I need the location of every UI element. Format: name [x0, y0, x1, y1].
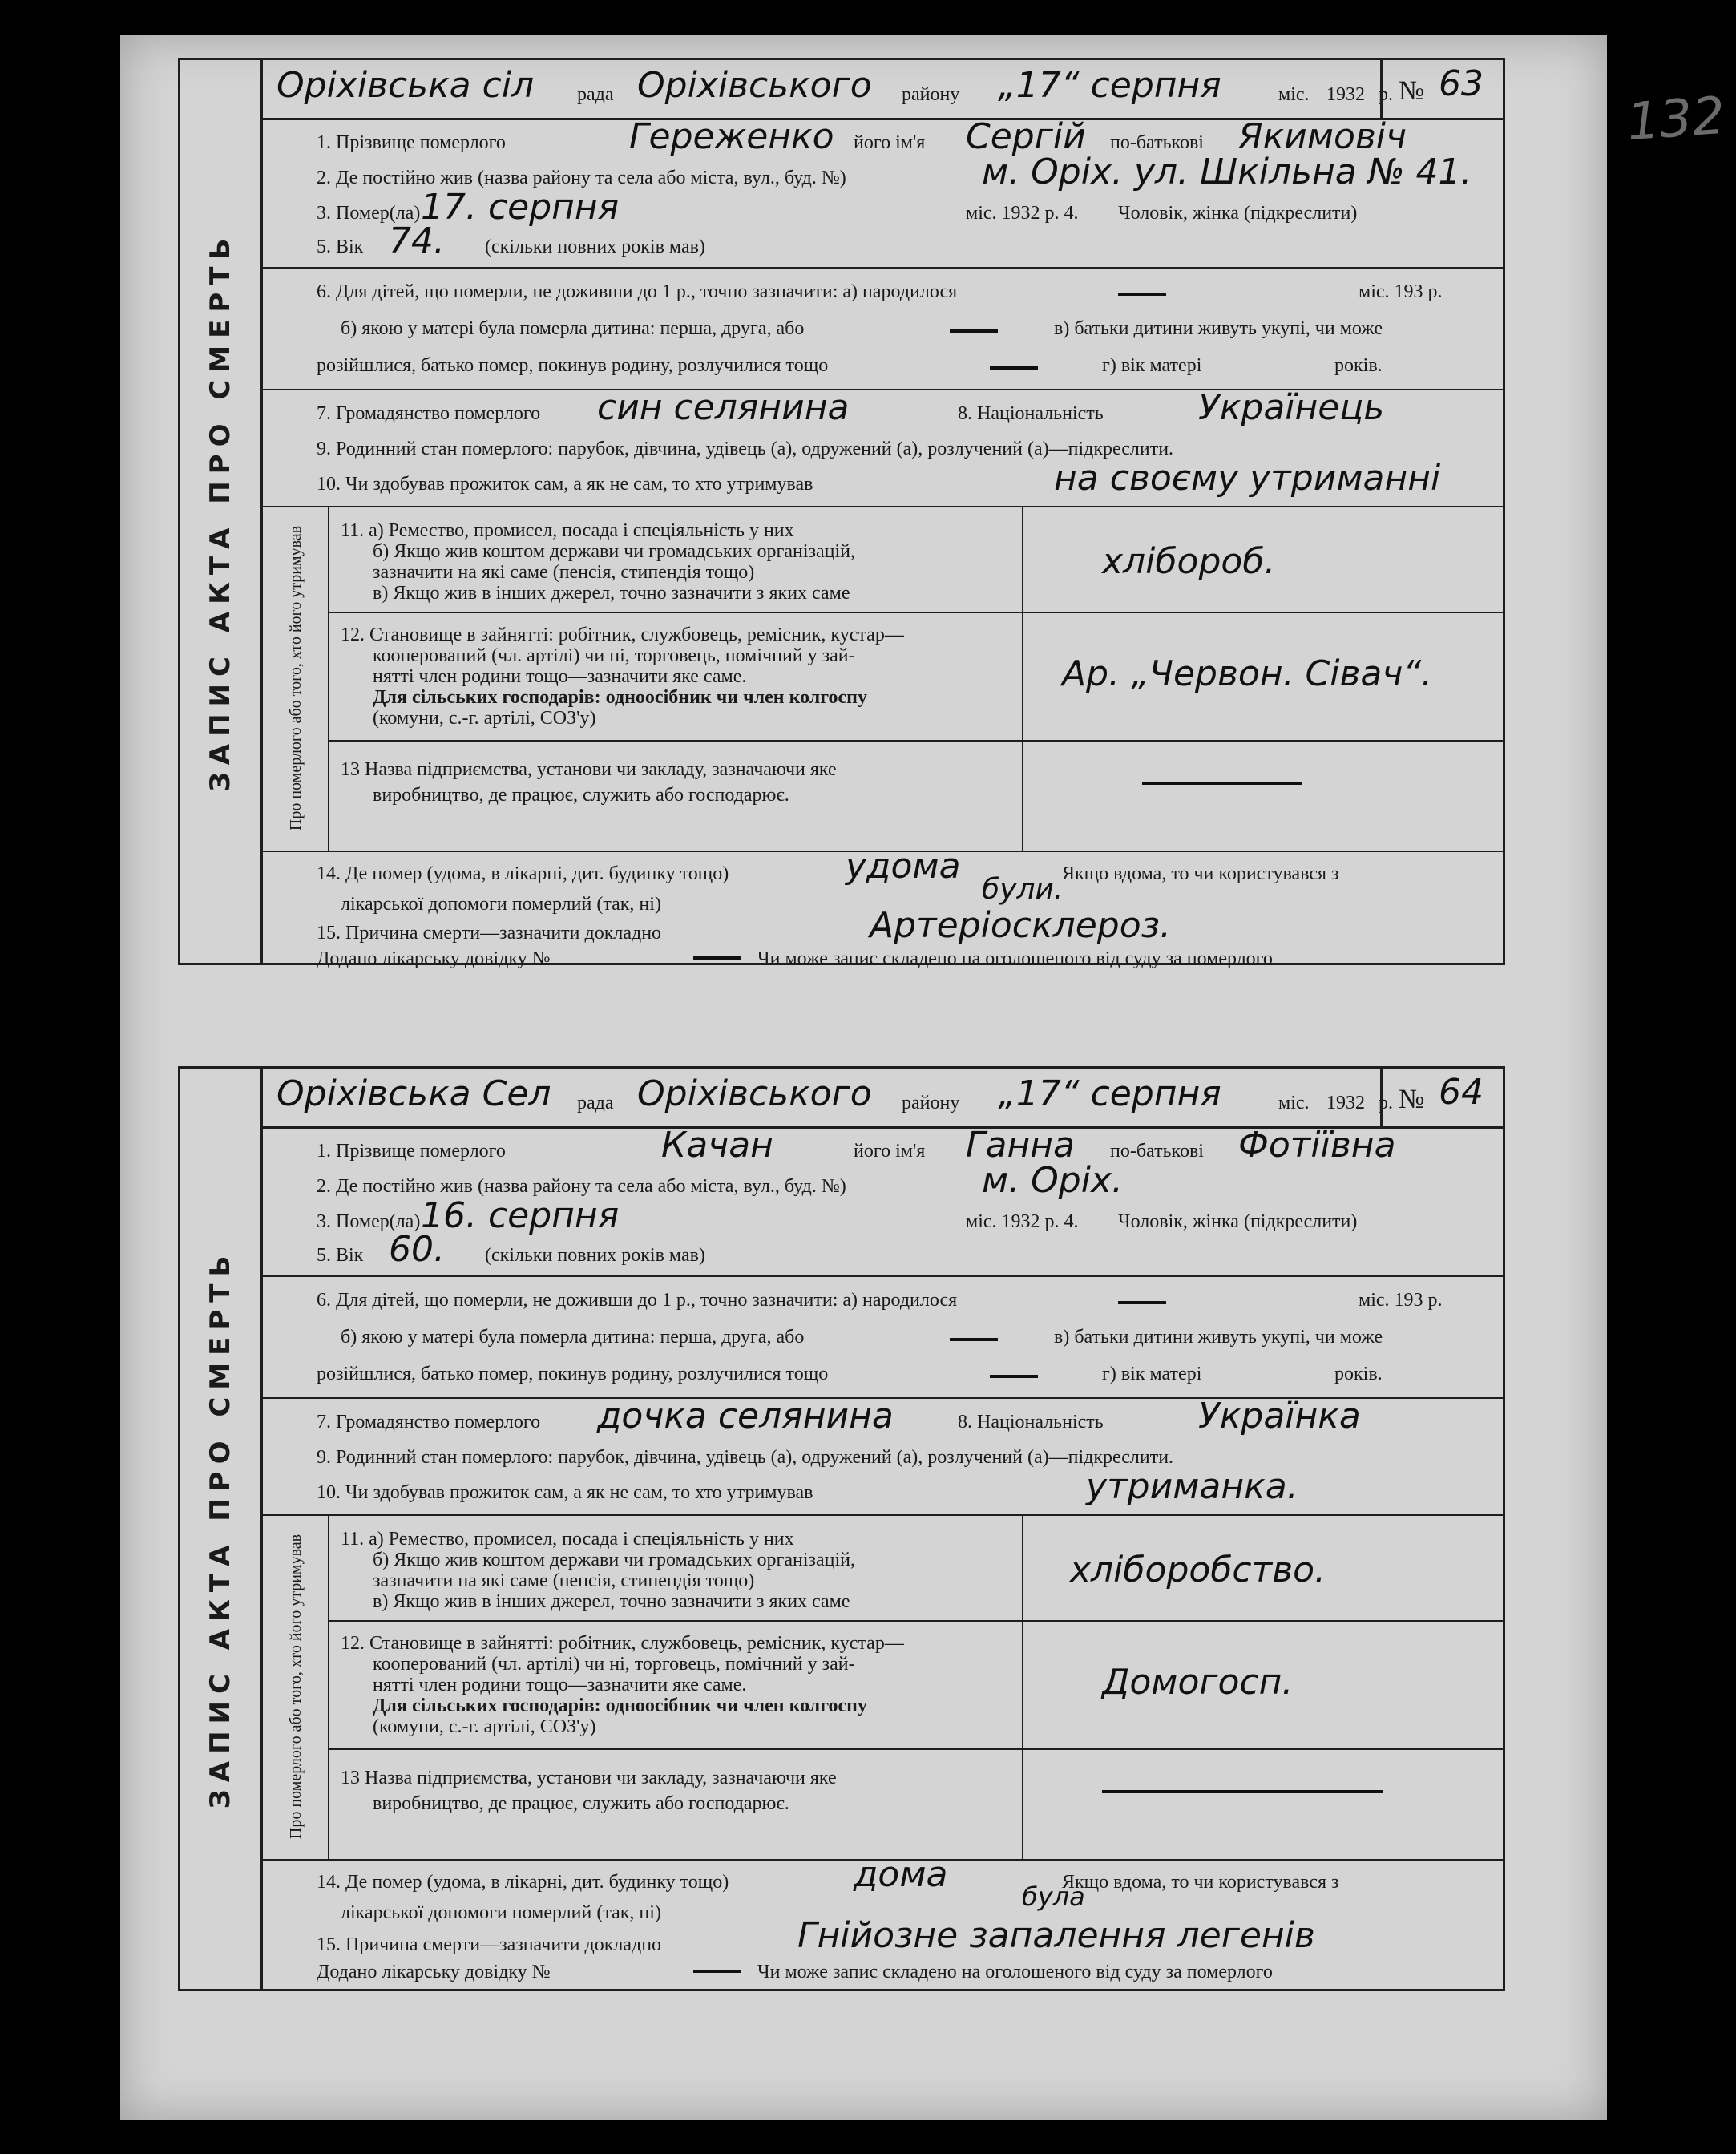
district-label: району — [902, 1093, 960, 1113]
archive-number: 132 — [1625, 86, 1727, 153]
death-place-value: дома — [854, 1854, 948, 1895]
field-6a-label: 6. Для дітей, що померли, не доживши до 1 р., точно зазначити: а) народилося — [317, 281, 958, 302]
age-value: 74. — [389, 220, 445, 261]
supported-value: утриманка. — [1086, 1466, 1298, 1507]
field-12-line4: Для сільських господарів: одноосібник чи член колгоспу — [373, 1695, 868, 1716]
field-15-label: 15. Причина смерти—зазначити докладно — [317, 923, 662, 944]
age-value: 60. — [389, 1229, 445, 1270]
field-5-label: 5. Вік — [317, 1245, 364, 1266]
sub-label: Про померлого або того, хто його утримував — [264, 1514, 329, 1859]
council-handwritten: Оріхівська сіл — [277, 65, 535, 106]
field-13-line2: виробництво, де працює, служить або господарює. — [373, 1793, 789, 1814]
surname-value: Гереженко — [629, 116, 834, 157]
month-label: міс. — [1278, 1093, 1310, 1113]
field-15-label: 15. Причина смерти—зазначити докладно — [317, 1934, 662, 1955]
citizenship-value: син селянина — [597, 387, 850, 428]
field-11-line2: б) Якщо жив коштом держави чи громадських організацій, — [373, 541, 855, 562]
field-12-line1: 12. Становище в зайнятті: робітник, службовець, ремісник, кустар— — [341, 624, 904, 645]
nationality-value: Українець — [1198, 387, 1385, 428]
medical-help-value: була — [1022, 1881, 1085, 1912]
status-value: Ар. „Червон. Сівач“. — [1062, 653, 1433, 694]
number-sign: № — [1399, 76, 1425, 106]
supported-value: на своєму утриманні — [1054, 458, 1441, 499]
surname-value: Качан — [661, 1125, 773, 1166]
field-6b-label: б) якою у матері була померла дитина: перша, друга, або — [341, 1327, 805, 1348]
field-6c-end: років. — [1334, 355, 1383, 376]
field-12-line5: (комуни, с.-г. артілі, СОЗ'у) — [373, 708, 596, 729]
district-label: району — [902, 84, 960, 105]
address-value: м. Оріх. ул. Шкільна № 41. — [982, 152, 1472, 192]
field-13-line2: виробництво, де працює, служить або господарює. — [373, 785, 789, 806]
year-suffix: р. — [1379, 1093, 1393, 1113]
field-14-end: Якщо вдома, то чи користувався з — [1062, 863, 1339, 884]
patronymic-value: Якимовіч — [1238, 116, 1407, 157]
field-7-label: 7. Громадянство померлого — [317, 403, 541, 424]
council-label: рада — [577, 84, 614, 105]
date-handwritten: „17“ серпня — [998, 1073, 1221, 1114]
field-12-line2: кооперований (чл. артілі) чи ні, торговець, помічний у зай- — [373, 645, 855, 666]
field-5-label: 5. Вік — [317, 236, 364, 257]
field-1-label: 1. Прізвище померлого — [317, 1141, 506, 1162]
year-label: 1932 — [1326, 1093, 1365, 1113]
patronymic-label: по-батькові — [1110, 1141, 1204, 1162]
age-note: (скільки повних років мав) — [485, 236, 705, 257]
field-11-line4: в) Якщо жив в інших джерел, точно зазначити з яких саме — [373, 1591, 850, 1612]
month-year-label: міс. 1932 р. 4. — [966, 1211, 1079, 1232]
field-11-line1: 11. а) Ремество, промисел, посада і спеціяльність у них — [341, 1529, 794, 1550]
field-14b-label: лікарської допомоги померлий (так, ні) — [341, 1902, 661, 1923]
field-10-label: 10. Чи здобував прожиток сам, а як не сам, то хто утримував — [317, 1482, 813, 1503]
district-handwritten: Оріхівського — [637, 65, 872, 106]
death-record-2 — [178, 1066, 1505, 1991]
field-14-label: 14. Де помер (удома, в лікарні, дит. будинку тощо) — [317, 863, 729, 884]
record-number: 64 — [1439, 1072, 1484, 1113]
nationality-value: Українка — [1198, 1396, 1361, 1437]
court-note-label: Чи може запис складено на оголошеного від суду за померлого — [757, 1962, 1273, 1982]
side-label: ЗАПИС АКТА ПРО СМЕРТЬ — [180, 1069, 263, 1989]
field-14-end: Якщо вдома, то чи користувався з — [1062, 1872, 1339, 1893]
name-value: Сергій — [966, 116, 1086, 157]
field-6c-mid: г) вік матері — [1102, 355, 1202, 376]
certificate-label: Додано лікарську довідку № — [317, 1962, 551, 1982]
field-11-line1: 11. а) Ремество, промисел, посада і спеціяльність у них — [341, 520, 794, 541]
field-2-label: 2. Де постійно жив (назва району та села або міста, вул., буд. №) — [317, 1176, 846, 1197]
field-3-label: 3. Помер(ла) — [317, 203, 421, 224]
record-header — [260, 1069, 1503, 1129]
death-place-value: удома — [846, 846, 961, 887]
field-6b-label: б) якою у матері була померла дитина: перша, друга, або — [341, 318, 805, 339]
field-13-line1: 13 Назва підприємства, установи чи закладу, зазначаючи яке — [341, 759, 837, 780]
field-6c-end: років. — [1334, 1364, 1383, 1384]
year-suffix: р. — [1379, 84, 1393, 105]
medical-help-value: були. — [982, 873, 1064, 906]
field-7-label: 7. Громадянство померлого — [317, 1412, 541, 1433]
field-12-line5: (комуни, с.-г. артілі, СОЗ'у) — [373, 1716, 596, 1737]
document-page — [120, 35, 1727, 2120]
month-label: міс. — [1278, 84, 1310, 105]
record-number-box — [1380, 1069, 1503, 1126]
address-value: м. Оріх. — [982, 1160, 1123, 1201]
sub-label: Про померлого або того, хто його утримував — [264, 506, 329, 851]
cause-value: Артеріосклероз. — [870, 905, 1171, 946]
field-6c-mid: г) вік матері — [1102, 1364, 1202, 1384]
death-record-1 — [178, 58, 1505, 969]
field-6c-label: розійшлися, батько помер, покинув родину, розлучилися тощо — [317, 1364, 829, 1384]
name-label: його ім'я — [854, 132, 926, 153]
field-1-label: 1. Прізвище померлого — [317, 132, 506, 153]
status-value: Домогосп. — [1102, 1662, 1294, 1703]
field-9-label: 9. Родинний стан померлого: парубок, дівчина, удівець (а), одружений (а), розлучений (а)—підкреслити. — [317, 1447, 1174, 1468]
field-11-line3: зазначити на які саме (пенсія, стипендія тощо) — [373, 1570, 755, 1591]
certificate-label: Додано лікарську довідку № — [317, 948, 551, 969]
citizenship-value: дочка селянина — [597, 1396, 894, 1437]
age-note: (скільки повних років мав) — [485, 1245, 705, 1266]
occupation-value: хлібороб. — [1102, 541, 1276, 582]
name-label: його ім'я — [854, 1141, 926, 1162]
field-12-line3: нятті член родини тощо—зазначити яке саме. — [373, 1675, 747, 1695]
field-14-label: 14. Де помер (удома, в лікарні, дит. будинку тощо) — [317, 1872, 729, 1893]
number-sign: № — [1399, 1085, 1425, 1114]
field-6a-end: міс. 193 р. — [1359, 281, 1443, 302]
field-11-line2: б) Якщо жив коштом держави чи громадських організацій, — [373, 1550, 855, 1570]
court-note-label: Чи може запис складено на оголошеного від суду за померлого — [757, 948, 1273, 969]
record-header — [260, 60, 1503, 120]
death-date-value: 16. серпня — [421, 1195, 620, 1236]
year-label: 1932 — [1326, 84, 1365, 105]
field-8-label: 8. Національність — [958, 1412, 1104, 1433]
record-number-box — [1380, 60, 1503, 118]
month-year-label: міс. 1932 р. 4. — [966, 203, 1079, 224]
field-14b-label: лікарської допомоги померлий (так, ні) — [341, 894, 661, 915]
field-9-label: 9. Родинний стан померлого: парубок, дівчина, удівець (а), одружений (а), розлучений (а)—підкреслити. — [317, 438, 1174, 459]
cause-value: Гнійозне запалення легенів — [797, 1915, 1315, 1956]
field-12-line4: Для сільських господарів: одноосібник чи член колгоспу — [373, 687, 868, 708]
death-date-value: 17. серпня — [421, 187, 620, 228]
field-12-line3: нятті член родини тощо—зазначити яке саме. — [373, 666, 747, 687]
council-handwritten: Оріхівська Сел — [277, 1073, 551, 1114]
field-6c-label: розійшлися, батько помер, покинув родину, розлучилися тощо — [317, 355, 829, 376]
field-8-label: 8. Національність — [958, 403, 1104, 424]
district-handwritten: Оріхівського — [637, 1073, 872, 1114]
occupation-value: хліборобство. — [1070, 1550, 1326, 1590]
field-6a-label: 6. Для дітей, що померли, не доживши до 1 р., точно зазначити: а) народилося — [317, 1290, 958, 1311]
side-label: ЗАПИС АКТА ПРО СМЕРТЬ — [180, 60, 263, 963]
field-11-line3: зазначити на які саме (пенсія, стипендія тощо) — [373, 562, 755, 583]
field-13-line1: 13 Назва підприємства, установи чи закладу, зазначаючи яке — [341, 1768, 837, 1788]
field-6a-end: міс. 193 р. — [1359, 1290, 1443, 1311]
record-number: 63 — [1439, 63, 1484, 104]
field-2-label: 2. Де постійно жив (назва району та села або міста, вул., буд. №) — [317, 168, 846, 188]
field-4-label: Чоловік, жінка (підкреслити) — [1118, 1211, 1358, 1232]
patronymic-label: по-батькові — [1110, 132, 1204, 153]
patronymic-value: Фотіївна — [1238, 1125, 1396, 1166]
field-4-label: Чоловік, жінка (підкреслити) — [1118, 203, 1358, 224]
field-3-label: 3. Помер(ла) — [317, 1211, 421, 1232]
field-12-line2: кооперований (чл. артілі) чи ні, торговець, помічний у зай- — [373, 1654, 855, 1675]
field-10-label: 10. Чи здобував прожиток сам, а як не сам, то хто утримував — [317, 474, 813, 495]
name-value: Ганна — [966, 1125, 1075, 1166]
field-12-line1: 12. Становище в зайнятті: робітник, службовець, ремісник, кустар— — [341, 1633, 904, 1654]
field-6b-end: в) батьки дитини живуть укупі, чи може — [1054, 318, 1383, 339]
field-6b-end: в) батьки дитини живуть укупі, чи може — [1054, 1327, 1383, 1348]
field-11-line4: в) Якщо жив в інших джерел, точно зазначити з яких саме — [373, 583, 850, 604]
council-label: рада — [577, 1093, 614, 1113]
date-handwritten: „17“ серпня — [998, 65, 1221, 106]
